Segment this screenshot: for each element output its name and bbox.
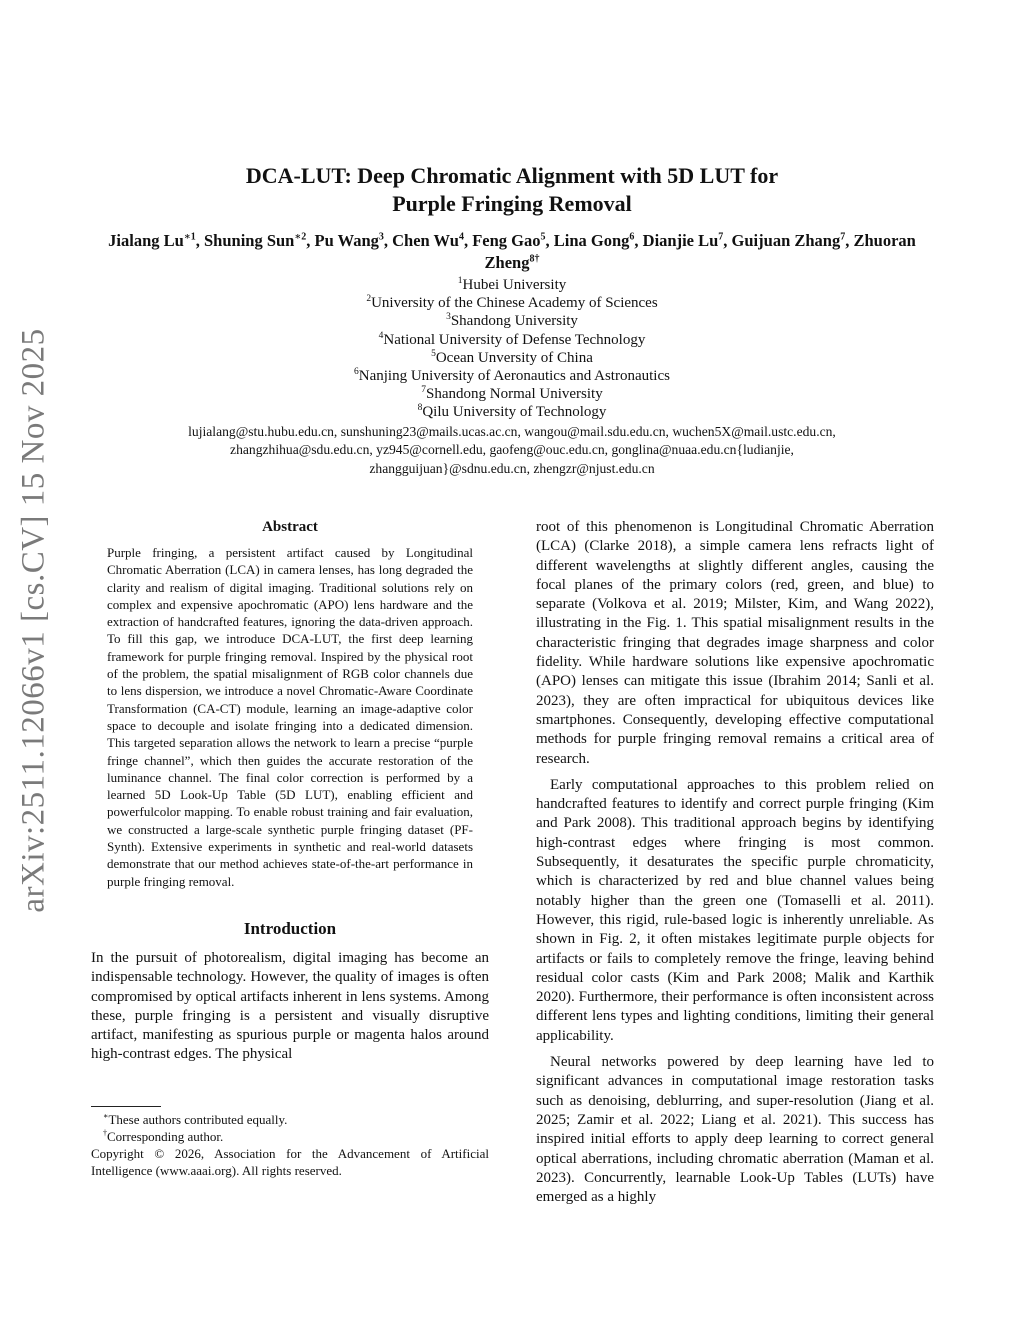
affiliation: [90, 349, 934, 367]
affiliation-number: 5: [431, 348, 436, 359]
author-name: Jialang Lu: [108, 231, 184, 250]
affiliation-number: 4: [378, 330, 384, 341]
email-line: lujialang@stu.hubu.edu.cn, sunshuning23@mails.ucas.ac.cn, wangou@mail.sdu.edu.cn, wuchen5X@mail.ustc.edu.cn,: [188, 423, 836, 439]
author-name: Dianjie Lu: [642, 231, 719, 250]
footnote-equal-contribution: [91, 1111, 489, 1128]
author: Guijuan Zhang$^7$,: [731, 231, 854, 250]
author-name: Shuning Sun: [203, 231, 295, 250]
intro-paragraph-4: Neural networks powered by deep learning have led to significant advances in computational image restoration tasks such as denoising, deblurring, and super-resolution (Jiang et al. 2025; Zamir et al. 2022; Liang et al. 2021). This success has inspired initial efforts to apply deep learning to correct general optical aberrations, including chromatic aberration (Maman et al. 2023). Concurrently, learnable Look-Up Tables (LUTs) have emerged as a highly: [536, 1054, 934, 1206]
author-affiliation-mark: ∗2: [294, 231, 307, 243]
affiliation: [90, 276, 934, 294]
author-list: [90, 230, 934, 274]
email-line: zhangguijuan}@sdnu.edu.cn, zhengzr@njust.edu.cn: [369, 460, 655, 476]
affiliation-number: 8: [417, 403, 423, 414]
title-line-1: DCA-LUT: Deep Chromatic Alignment with 5D LUT for: [245, 163, 779, 188]
footnote-rule: [91, 1106, 161, 1107]
paper-header: [90, 162, 934, 478]
footnote-corresponding-author: [91, 1128, 489, 1145]
introduction-heading: Introduction: [243, 918, 337, 938]
affiliation-number: 6: [354, 367, 359, 378]
affiliation: [90, 312, 934, 330]
arxiv-identifier: arXiv:2511.12066v1 [cs.CV] 15 Nov 2025: [15, 327, 52, 913]
affiliation-name: Nanjing University of Aeronautics and Astronautics: [358, 368, 670, 385]
author-name: Lina Gong: [553, 231, 630, 250]
email-list: [90, 423, 934, 479]
intro-paragraph-3: Early computational approaches to this problem relied on handcrafted features to identify and correct purple fringing (Kim and Park 2008). This traditional approach begins by identifying high-contrast edges where fringing is most common. Subsequently, it desaturates the specific purple chromaticity, which is characterized by red and blue channel values being notably higher than the green one (Tomaselli et al. 2011). However, this rigid, rule-based logic is inherently unreliable. As shown in Fig. 2, it often mistakes legitimate purple objects for artifacts or fails to completely remove the fringe, leaving behind residual color casts (Kim and Park 2008; Malik and Karthik 2020). Furthermore, their performance is often inconsistent across different lens types and lighting conditions, limiting their general applicability.: [536, 776, 934, 1044]
affiliation-list: [90, 276, 934, 422]
author: Shuning Sun$^{∗2}$,: [203, 231, 315, 250]
footnote-text: Corresponding author.: [107, 1129, 224, 1144]
footnotes: [91, 1106, 489, 1179]
affiliation-name: Hubei University: [462, 277, 567, 293]
author-name: Chen Wu: [392, 231, 459, 250]
author-affiliation-mark: 3: [378, 231, 384, 243]
affiliation: [90, 385, 934, 403]
affiliation-name: National University of Defense Technology: [383, 331, 646, 348]
abstract-text: Purple fringing, a persistent artifact caused by Longitudinal Chromatic Aberration (LCA) in camera lenses, has long degraded the clarity and realism of digital imaging. Traditional solutions rely on complex and expensive apochromatic (APO) lens hardware and the extraction of handcrafted features, ignoring the data-driven approach. To fill this gap, we introduce DCA-LUT, the first deep learning framework for purple fringing removal. Inspired by the physical root of the problem, the spatial misalignment of RGB color channels due to lens dispersion, we introduce a novel Chromatic-Aware Coordinate Transformation (CA-CT) module, learning an image-adaptive color space to decouple and isolate fringing into a dedicated dimension. This targeted separation allows the network to learn a precise “purple fringe channel”, which then guides the accurate restoration of the luminance channel. The final color correction is performed by a learned 5D Look-Up Table (5D LUT), enabling efficient and powerfulcolor mapping. To enable robust training and fair evaluation, we constructed a large-scale synthetic purple fringing dataset (PF-Synth). Extensive experiments in synthetic and real-world datasets demonstrate that our method achieves state-of-the-art performance in purple fringing removal.: [107, 545, 473, 889]
author-affiliation-mark: 7: [718, 231, 724, 243]
intro-paragraph-1: In the pursuit of photorealism, digital imaging has become an indispensable technology. However, the quality of images is often compromised by optical artifacts inherent in lens systems. Among these, purple fringing is a persistent and visually disruptive artifact, manifesting as spurious purple or magenta halos around high-contrast edges. The physical: [91, 949, 489, 1063]
affiliation: [90, 367, 934, 385]
author: Dianjie Lu$^7$,: [642, 231, 732, 250]
affiliation-number: 1: [457, 276, 463, 286]
author-affiliation-mark: 4: [458, 231, 464, 243]
affiliation-name: University of the Chinese Academy of Sciences: [371, 295, 658, 312]
affiliation-number: 2: [366, 294, 372, 305]
footnote-text: These authors contributed equally.: [108, 1112, 288, 1127]
footnote-mark: ∗: [103, 1111, 109, 1121]
affiliation: [90, 331, 934, 349]
affiliation: [90, 403, 934, 421]
affiliation-name: Shandong University: [450, 313, 578, 330]
footnote-mark: †: [103, 1128, 107, 1138]
arxiv-side-stamp: [4, 250, 64, 990]
right-column: [536, 518, 934, 1207]
author: Feng Gao$^5$,: [472, 231, 554, 250]
author-affiliation-mark: 7: [840, 231, 846, 243]
affiliation-number: 7: [421, 385, 427, 396]
author-affiliation-mark: 6: [629, 231, 635, 243]
author-affiliation-mark: ∗1: [183, 231, 196, 243]
paper-title: [90, 162, 934, 218]
left-column: [91, 518, 489, 1065]
author: Jialang $Lu^{∗1}$,: [108, 231, 204, 250]
title-line-2: Purple Fringing Removal: [392, 191, 632, 216]
author: Chen Wu$^4$,: [392, 231, 473, 250]
author-name: Zhuoran Zheng: [484, 231, 916, 272]
intro-paragraph-2: root of this phenomenon is Longitudinal Chromatic Aberration (LCA) (Clarke 2018), a simple camera lens refracts light of different wavelengths at slightly different angles, causing the focal planes of the primary colors (red, green, and blue) to separate (Volkova et al. 2019; Milster, Kim, and Wang 2022), illustrating in the Fig. 1. This spatial misalignment results in the characteristic fringing that degrades image sharpness and color fidelity. While hardware solutions like expensive apochromatic (APO) lenses can mitigate this issue (Ibrahim 2014; Sanli et al. 2023), they are often impractical for ubiquitous devices like smartphones. Consequently, developing effective computational methods for purple fringing removal remains a critical area of research.: [536, 519, 934, 767]
author-name: Feng Gao: [472, 231, 541, 250]
author-name: Guijuan Zhang: [731, 231, 841, 250]
affiliation-name: Qilu University of Technology: [422, 404, 607, 421]
author-affiliation-mark: 5: [540, 231, 546, 243]
affiliation-name: Shandong Normal University: [426, 386, 603, 403]
affiliation: [90, 294, 934, 312]
author: Lina Gong$^6$,: [553, 231, 643, 250]
affiliation-name: Ocean Unversity of China: [435, 349, 593, 366]
author-name: Pu Wang: [314, 231, 379, 250]
affiliation-number: 3: [446, 312, 451, 323]
abstract-heading: Abstract: [262, 519, 318, 535]
author: Pu Wang$^3$,: [314, 231, 393, 250]
copyright-notice: Copyright © 2026, Association for the Advancement of Artificial Intelligence (www.aaai.org). All rights reserved.: [91, 1146, 489, 1178]
author-affiliation-mark: 8†: [529, 253, 540, 265]
email-line: zhangzhihua@sdu.edu.cn, yz945@cornell.edu, gaofeng@ouc.edu.cn, gonglina@nuaa.edu.cn{ludianjie,: [230, 442, 794, 458]
